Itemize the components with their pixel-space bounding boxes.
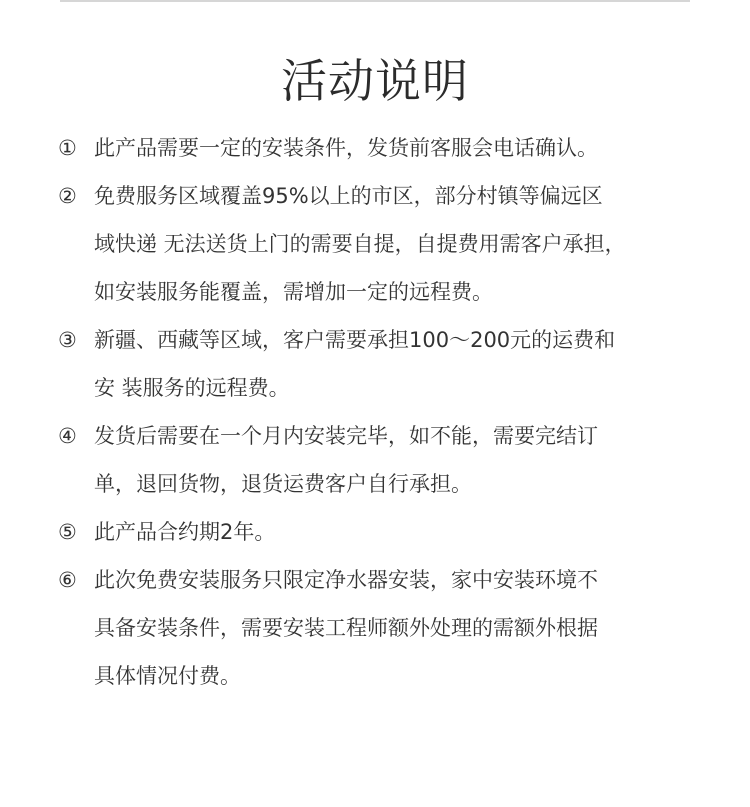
note-text-line: 此产品需要一定的安装条件，发货前客服会电话确认。 xyxy=(94,136,598,160)
activity-notes-list xyxy=(58,124,698,700)
note-number: ④ xyxy=(58,424,77,448)
note-text-line: 此次免费安装服务只限定净水器安装，家中安装环境不 xyxy=(94,568,598,592)
note-text-line: 单，退回货物，退货运费客户自行承担。 xyxy=(94,472,472,496)
note-text-line: 新疆、西藏等区域，客户需要承担100～200元的运费和 xyxy=(94,328,616,352)
note-item-6 xyxy=(58,556,698,700)
note-text-line: 此产品合约期2年。 xyxy=(94,520,276,544)
note-item-3 xyxy=(58,316,698,412)
note-item-2 xyxy=(58,172,698,316)
note-number: ⑥ xyxy=(58,568,77,592)
page-title: 活动说明 xyxy=(281,54,469,108)
note-item-1 xyxy=(58,124,698,172)
note-number: ⑤ xyxy=(58,520,77,544)
note-item-4 xyxy=(58,412,698,508)
note-text-line: 发货后需要在一个月内安装完毕，如不能，需要完结订 xyxy=(94,424,598,448)
note-text-line: 免费服务区域覆盖95%以上的市区，部分村镇等偏远区 xyxy=(94,184,603,208)
note-text-line: 具备安装条件，需要安装工程师额外处理的需额外根据 xyxy=(94,616,598,640)
note-number: ③ xyxy=(58,328,77,352)
note-text-line: 具体情况付费。 xyxy=(94,664,241,688)
top-divider xyxy=(60,0,690,2)
note-text-line: 域快递 无法送货上门的需要自提，自提费用需客户承担， xyxy=(94,232,626,256)
note-text-line: 如安装服务能覆盖，需增加一定的远程费。 xyxy=(94,280,493,304)
note-item-5 xyxy=(58,508,698,556)
note-number: ② xyxy=(58,184,77,208)
note-text-line: 安 装服务的远程费。 xyxy=(94,376,290,400)
note-number: ① xyxy=(58,136,77,160)
